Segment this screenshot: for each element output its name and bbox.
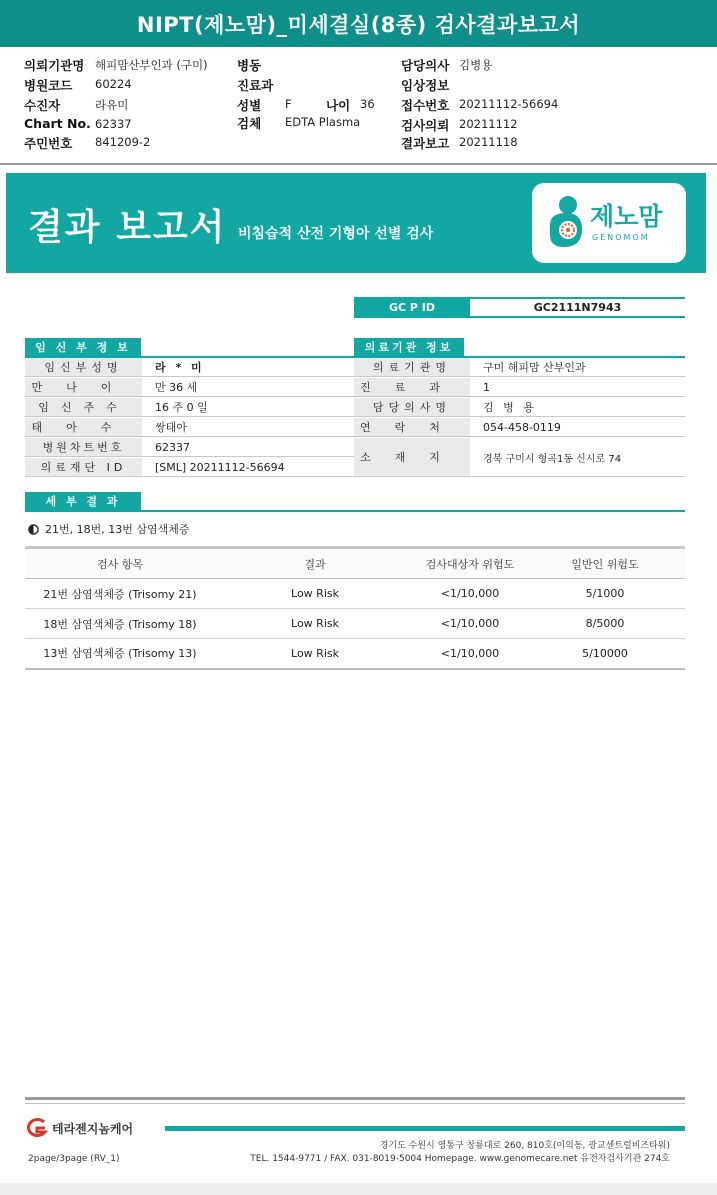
row-label: 임신부성명 xyxy=(25,358,142,376)
institution-info-heading: 의료기관 정보 xyxy=(354,338,464,356)
result-cell: Low Risk xyxy=(215,579,415,609)
subject-risk-cell: <1/10,000 xyxy=(415,639,525,669)
receipt-label: 접수번호 xyxy=(401,98,450,113)
institution-row-contact xyxy=(354,418,685,437)
chart-label: Chart No. xyxy=(24,116,91,131)
detail-subheading xyxy=(28,521,189,537)
row-value: 경북 구미시 형곡1동 신시로 74 xyxy=(483,453,622,465)
logo-subtext: GENOMOM xyxy=(592,233,650,242)
id-label: 주민번호 xyxy=(24,136,73,151)
report-title: NIPT(제노맘)_미세결실(8종) 검사결과보고서 xyxy=(136,12,581,37)
footer-accent-bar xyxy=(165,1126,685,1131)
footer-contact: TEL. 1544-9771 / FAX. 031-8019-5004 Homepage. www.genomecare.net 유전자검사기관 274호 xyxy=(250,1154,670,1164)
specimen-label: 검체 xyxy=(237,116,262,131)
row-label: 만나이 xyxy=(25,378,142,396)
age-value: 36 xyxy=(360,97,375,111)
footer-address: 경기도 수원시 영통구 창룡대로 260, 810호(이의동, 광교센트럴비즈타워) xyxy=(379,1141,670,1151)
col-result: 결과 xyxy=(215,548,415,579)
chart-value: 62337 xyxy=(95,117,132,131)
result-cell: Low Risk xyxy=(215,639,415,669)
doctor-value: 김병용 xyxy=(459,58,493,72)
dept-label: 진료과 xyxy=(237,78,274,93)
col-test-item: 검사 항목 xyxy=(25,548,215,579)
request-value: 20211112 xyxy=(459,117,518,131)
table-row xyxy=(25,579,685,609)
hospital-code-label: 병원코드 xyxy=(24,78,73,93)
hospital-code-value: 60224 xyxy=(95,77,132,91)
pregnant-row-weeks xyxy=(25,398,354,417)
general-risk-cell: 8/5000 xyxy=(525,609,685,639)
detail-heading: 세 부 결 과 xyxy=(25,492,141,510)
test-item-cell: 18번 삼염색체증 (Trisomy 18) xyxy=(25,609,215,639)
results-header-row xyxy=(25,548,685,579)
pregnant-row-chart xyxy=(25,438,354,457)
results-table xyxy=(25,546,685,670)
footer-divider xyxy=(25,1097,685,1100)
gcpid-value: GC2111N7943 xyxy=(470,297,685,318)
detail-divider xyxy=(25,510,685,512)
row-label: 의료기관명 xyxy=(354,358,470,376)
pregnant-row-age xyxy=(25,378,354,397)
hospital-label: 의뢰기관명 xyxy=(24,58,85,73)
row-label: 의료재단 ID xyxy=(25,458,142,476)
genomom-logo-icon xyxy=(542,193,590,253)
row-value: 16 주 0 일 xyxy=(155,401,208,414)
pregnant-info-heading: 임 신 부 정 보 xyxy=(25,338,141,356)
row-value: 구미 해피맘 산부인과 xyxy=(483,361,586,374)
logo-text: 제노맘 xyxy=(590,202,663,231)
footer-divider-thin xyxy=(25,1103,685,1104)
receipt-value: 20211112-56694 xyxy=(459,97,559,111)
row-value: 만 36 세 xyxy=(155,381,198,394)
doctor-label: 담당의사 xyxy=(401,58,450,73)
row-value: 054-458-0119 xyxy=(483,420,561,434)
institution-row-address xyxy=(354,438,685,477)
result-banner xyxy=(6,173,706,273)
ward-label: 병동 xyxy=(237,58,262,73)
sex-label: 성별 xyxy=(237,98,262,113)
row-value: 1 xyxy=(483,380,490,394)
subject-risk-cell: <1/10,000 xyxy=(415,609,525,639)
banner-subtitle: 비침습적 산전 기형아 선별 검사 xyxy=(238,226,434,242)
test-item-cell: 21번 삼염색체증 (Trisomy 21) xyxy=(25,579,215,609)
test-item-cell: 13번 삼염색체증 (Trisomy 13) xyxy=(25,639,215,669)
row-value: 62337 xyxy=(155,440,190,454)
result-cell: Low Risk xyxy=(215,609,415,639)
half-circle-icon xyxy=(28,524,39,535)
genomom-logo xyxy=(532,183,686,263)
footer-company: 테라젠지놈케어 xyxy=(52,1122,134,1136)
row-label: 연락처 xyxy=(354,418,470,436)
row-label: 병원차트번호 xyxy=(25,438,142,456)
institution-row-doctor xyxy=(354,398,685,417)
sex-value: F xyxy=(285,97,292,111)
table-row xyxy=(25,639,685,669)
table-row xyxy=(25,609,685,639)
age-label: 나이 xyxy=(326,98,351,113)
col-general-risk: 일반인 위험도 xyxy=(525,548,685,579)
row-label: 임신주수 xyxy=(25,398,142,416)
institution-row-dept xyxy=(354,378,685,397)
row-label: 진료과 xyxy=(354,378,470,396)
col-subject-risk: 검사대상자 위험도 xyxy=(415,548,525,579)
terragen-logo-icon xyxy=(24,1118,48,1138)
patient-label: 수진자 xyxy=(24,98,61,113)
report-value: 20211118 xyxy=(459,135,518,149)
clinical-label: 임상정보 xyxy=(401,78,450,93)
banner-title: 결과 보고서 xyxy=(28,207,227,248)
pregnant-row-name xyxy=(25,358,354,377)
patient-value: 라유미 xyxy=(95,98,129,112)
bottom-edge xyxy=(0,1183,717,1195)
id-value: 841209-2 xyxy=(95,135,151,149)
subject-risk-cell: <1/10,000 xyxy=(415,579,525,609)
row-label: 소재지 xyxy=(354,438,470,476)
row-value: 쌍태아 xyxy=(155,421,187,434)
row-label: 태아수 xyxy=(25,418,142,436)
gcpid-label: GC P ID xyxy=(354,297,470,318)
row-value: [SML] 20211112-56694 xyxy=(155,460,285,474)
specimen-value: EDTA Plasma xyxy=(285,115,361,129)
patient-header xyxy=(0,47,717,165)
pregnant-row-foundation-id xyxy=(25,458,354,477)
pregnant-row-fetus xyxy=(25,418,354,437)
report-label: 결과보고 xyxy=(401,136,450,151)
row-value: 김 병 용 xyxy=(483,401,537,414)
row-label: 담당의사명 xyxy=(354,398,470,416)
general-risk-cell: 5/10000 xyxy=(525,639,685,669)
general-risk-cell: 5/1000 xyxy=(525,579,685,609)
report-title-bar xyxy=(0,0,717,47)
detail-subheading-text: 21번, 18번, 13번 삼염색체증 xyxy=(45,523,190,536)
institution-row-name xyxy=(354,358,685,377)
request-label: 검사의뢰 xyxy=(401,118,450,133)
row-value: 라 * 미 xyxy=(155,361,205,374)
page-number: 2page/3page (RV_1) xyxy=(28,1154,120,1164)
hospital-value: 해피맘산부인과 (구미) xyxy=(95,58,208,72)
